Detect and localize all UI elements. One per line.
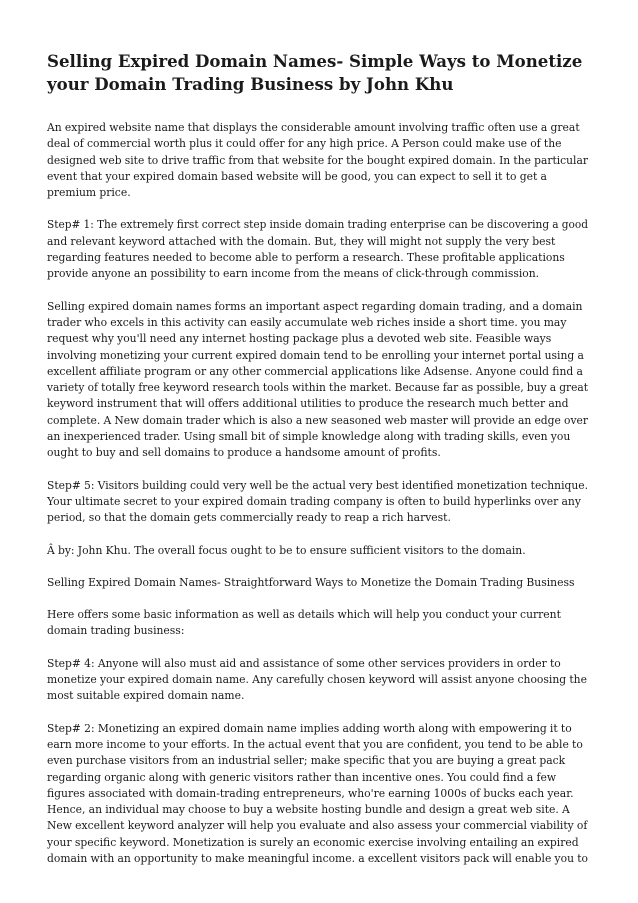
text-line: an inexperienced trader. Using small bit of simple knowledge along with trading skills, even you <box>47 430 571 444</box>
text-line: New excellent keyword analyzer will help you evaluate and also assess your commercial viability of <box>47 819 588 833</box>
text-line: excellent affiliate program or any other commercial applications like Adsense. Anyone could find a <box>47 364 583 378</box>
paragraph <box>47 607 588 640</box>
text-line: request why you'll need any internet hosting package plus a devoted web site. Feasible ways <box>47 332 552 346</box>
text-line: regarding features needed to become able to perform a research. These profitable applications <box>47 251 565 265</box>
title-line: your Domain Trading Business by John Khu <box>47 74 454 94</box>
text-line: event that your expired domain based website will be good, you can expect to sell it to get a <box>47 169 547 183</box>
text-line: your specific keyword. Monetization is surely an economic exercise involving entailing an expired <box>47 835 579 849</box>
text-line: Step# 4: Anyone will also must aid and assistance of some other services providers in order to <box>47 656 561 670</box>
paragraph <box>47 721 588 868</box>
text-line: An expired website name that displays the considerable amount involving traffic often use a great <box>47 121 580 134</box>
text-line: keyword instrument that will offers additional utilities to produce the research much better and <box>47 397 569 411</box>
text-line: Step# 2: Monetizing an expired domain name implies adding worth along with empowering it to <box>47 721 572 735</box>
paragraph <box>47 656 588 705</box>
paragraph <box>47 478 588 527</box>
text-line: Hence, an individual may choose to buy a website hosting bundle and design a great web site. A <box>47 803 570 817</box>
text-line: regarding organic along with generic visitors rather than incentive ones. You could find a few <box>47 770 557 784</box>
text-line: trader who excels in this activity can easily accumulate web riches inside a short time. you may <box>47 315 567 329</box>
text-line: provide anyone an possibility to earn income from the means of click-through commission. <box>47 267 540 281</box>
text-line: monetize your expired domain name. Any carefully chosen keyword will assist anyone choosing the <box>47 673 587 687</box>
text-line: Step# 5: Visitors building could very well be the actual very best identified monetization technique. <box>47 478 589 492</box>
text-line: Â by: John Khu. The overall focus ought to be to ensure sufficient visitors to the domain. <box>47 543 526 557</box>
text-line: and relevant keyword attached with the domain. But, they will might not supply the very best <box>47 234 556 248</box>
text-line: complete. A New domain trader which is also a new seasoned web master will provide an edge over <box>47 413 588 427</box>
text-line: period, so that the domain gets commercially ready to reap a rich harvest. <box>47 511 451 525</box>
text-line: deal of commercial worth plus it could offer for any high price. A Person could make use of the <box>47 137 562 151</box>
paragraph <box>47 299 588 462</box>
text-line: domain with an opportunity to make meaningful income. a excellent visitors pack will enable you to <box>47 851 588 865</box>
text-line: involving monetizing your current expired domain tend to be enrolling your internet portal using a <box>47 348 584 362</box>
text-line: most suitable expired domain name. <box>47 689 245 703</box>
paragraph <box>47 217 588 282</box>
text-line: designed web site to drive traffic from that website for the bought expired domain. In the particular <box>47 153 588 167</box>
paragraph <box>47 543 588 559</box>
paragraph <box>47 120 588 201</box>
text-line: Step# 1: The extremely first correct step inside domain trading enterprise can be discovering a good <box>47 218 588 232</box>
paragraph <box>47 575 588 591</box>
text-line: Here offers some basic information as well as details which will help you conduct your current <box>47 608 561 622</box>
text-line: premium price. <box>47 186 131 200</box>
text-line: even purchase visitors from an industrial seller; make specific that you are buying a great pack <box>47 754 566 768</box>
text-line: ought to buy and sell domains to produce a handsome amount of profits. <box>47 446 441 460</box>
text-line: Your ultimate secret to your expired domain trading company is often to build hyperlinks over any <box>47 494 581 508</box>
text-line: Selling Expired Domain Names- Straightforward Ways to Monetize the Domain Trading Business <box>47 575 575 589</box>
text-line: Selling expired domain names forms an important aspect regarding domain trading, and a domain <box>47 299 583 313</box>
text-line: variety of totally free keyword research tools within the market. Because far as possible, buy a great <box>47 381 589 395</box>
document-title <box>47 50 588 96</box>
text-line: figures associated with domain-trading entrepreneurs, who're earning 1000s of bucks each year. <box>47 786 574 800</box>
text-line: earn more income to your efforts. In the actual event that you are confident, you tend to be able to <box>47 737 583 751</box>
text-line: domain trading business: <box>47 624 185 638</box>
title-line: Selling Expired Domain Names- Simple Ways to Monetize <box>47 51 583 71</box>
